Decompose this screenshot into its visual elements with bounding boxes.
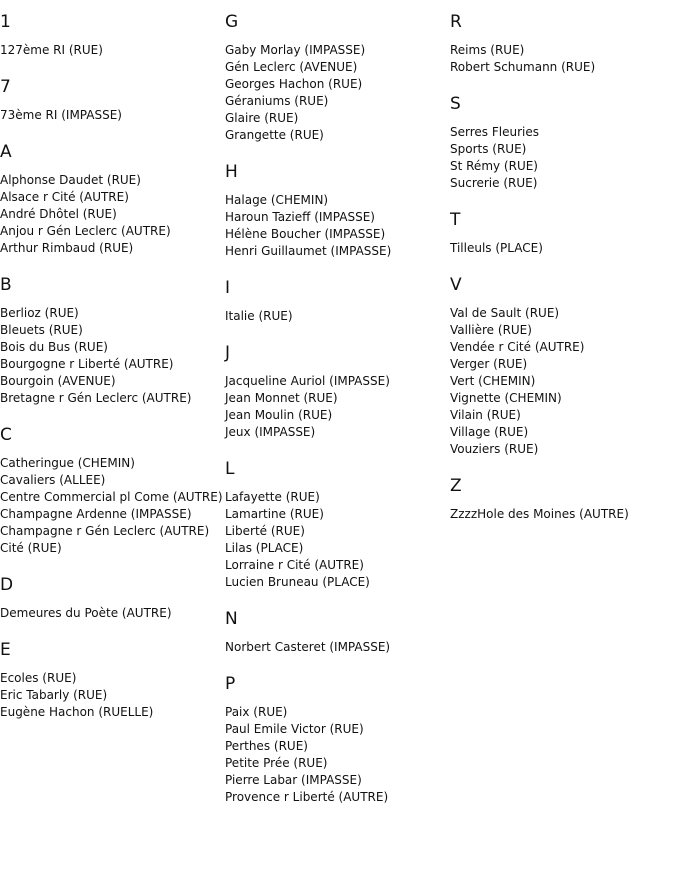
street-link[interactable]: Norbert Casteret (IMPASSE) [225,640,391,654]
street-link[interactable]: Bretagne r Gén Leclerc (AUTRE) [0,391,192,405]
street-link[interactable]: Glaire (RUE) [225,111,299,125]
street-link[interactable]: Sports (RUE) [450,142,527,156]
street-index-column-3 [450,11,675,540]
street-link[interactable]: Tilleuls (PLACE) [450,241,543,255]
street-link[interactable]: Sucrerie (RUE) [450,176,538,190]
street-link[interactable]: Ecoles (RUE) [0,671,77,685]
street-link[interactable]: Bois du Bus (RUE) [0,340,108,354]
street-link[interactable]: Liberté (RUE) [225,524,305,538]
street-link[interactable]: Vendée r Cité (AUTRE) [450,340,585,354]
street-link[interactable]: Bourgoin (AVENUE) [0,374,116,388]
letter-heading: B [0,275,12,295]
street-link[interactable]: 73ème RI (IMPASSE) [0,108,122,122]
street-link[interactable]: Paul Emile Victor (RUE) [225,722,364,736]
letter-heading: A [0,142,12,162]
letter-heading: P [225,674,236,694]
street-link[interactable]: 127ème RI (RUE) [0,43,103,57]
street-link[interactable]: Vert (CHEMIN) [450,374,536,388]
letter-group [0,574,225,622]
street-link[interactable]: Robert Schumann (RUE) [450,60,596,74]
street-link[interactable]: Bleuets (RUE) [0,323,83,337]
street-link[interactable]: Grangette (RUE) [225,128,324,142]
street-link[interactable]: Eugène Hachon (RUELLE) [0,705,154,719]
street-link[interactable]: Pierre Labar (IMPASSE) [225,773,362,787]
street-link[interactable]: Georges Hachon (RUE) [225,77,363,91]
street-link[interactable]: Vouziers (RUE) [450,442,539,456]
street-link[interactable]: Cavaliers (ALLEE) [0,473,106,487]
letter-group [225,458,450,591]
letter-group [0,424,225,557]
street-link[interactable]: Vilain (RUE) [450,408,521,422]
street-link[interactable]: Alphonse Daudet (RUE) [0,173,141,187]
letter-heading: N [225,609,238,629]
letter-heading: 7 [0,77,11,97]
street-link[interactable]: Henri Guillaumet (IMPASSE) [225,244,392,258]
letter-heading: H [225,162,238,182]
street-link[interactable]: Haroun Tazieff (IMPASSE) [225,210,375,224]
street-link[interactable]: Italie (RUE) [225,309,293,323]
street-link[interactable]: Bourgogne r Liberté (AUTRE) [0,357,174,371]
street-link[interactable]: Jeux (IMPASSE) [225,425,316,439]
letter-group [0,11,225,59]
letter-heading: R [450,12,462,32]
street-link[interactable]: Reims (RUE) [450,43,525,57]
letter-group [450,274,675,458]
street-link[interactable]: Cité (RUE) [0,541,62,555]
street-link[interactable]: Provence r Liberté (AUTRE) [225,790,389,804]
street-index-column-1 [0,11,225,738]
street-link[interactable]: Serres Fleuries [450,125,539,139]
street-link[interactable]: St Rémy (RUE) [450,159,538,173]
letter-group [225,277,450,325]
street-link[interactable]: Village (RUE) [450,425,529,439]
street-link[interactable]: Hélène Boucher (IMPASSE) [225,227,386,241]
letter-group [450,209,675,257]
street-link[interactable]: Catheringue (CHEMIN) [0,456,135,470]
street-link[interactable]: Perthes (RUE) [225,739,308,753]
street-link[interactable]: Anjou r Gén Leclerc (AUTRE) [0,224,171,238]
letter-heading: D [0,575,14,595]
street-link[interactable]: Gaby Morlay (IMPASSE) [225,43,366,57]
street-link[interactable]: Lafayette (RUE) [225,490,320,504]
letter-group [0,639,225,721]
letter-group [0,141,225,257]
street-link[interactable]: Vignette (CHEMIN) [450,391,562,405]
street-link[interactable]: Gén Leclerc (AVENUE) [225,60,358,74]
letter-group [225,11,450,144]
letter-heading: Z [450,476,462,496]
street-index-column-2 [225,11,450,823]
street-link[interactable]: Val de Sault (RUE) [450,306,560,320]
letter-group [450,11,675,76]
street-link[interactable]: Alsace r Cité (AUTRE) [0,190,129,204]
street-link[interactable]: Lucien Bruneau (PLACE) [225,575,370,589]
letter-heading: S [450,94,461,114]
letter-heading: G [225,12,239,32]
street-link[interactable]: Paix (RUE) [225,705,288,719]
letter-group [450,475,675,523]
street-link[interactable]: Lamartine (RUE) [225,507,324,521]
letter-group [0,76,225,124]
street-link[interactable]: Arthur Rimbaud (RUE) [0,241,134,255]
letter-group [0,274,225,407]
letter-heading: I [225,278,231,298]
letter-group [225,342,450,441]
street-link[interactable]: Berlioz (RUE) [0,306,79,320]
letter-heading: J [225,343,231,363]
street-link[interactable]: Centre Commercial pl Come (AUTRE) [0,490,223,504]
letter-heading: C [0,425,12,445]
street-link[interactable]: Demeures du Poète (AUTRE) [0,606,172,620]
street-link[interactable]: Champagne r Gén Leclerc (AUTRE) [0,524,210,538]
street-link[interactable]: André Dhôtel (RUE) [0,207,117,221]
letter-group [450,93,675,192]
street-link[interactable]: Verger (RUE) [450,357,528,371]
letter-group [225,608,450,656]
letter-heading: T [450,210,461,230]
letter-heading: E [0,640,11,660]
letter-group [225,673,450,806]
street-link[interactable]: Jacqueline Auriol (IMPASSE) [225,374,390,388]
street-link[interactable]: Vallière (RUE) [450,323,532,337]
street-link[interactable]: ZzzzHole des Moines (AUTRE) [450,507,629,521]
street-link[interactable]: Halage (CHEMIN) [225,193,329,207]
street-link[interactable]: Lilas (PLACE) [225,541,304,555]
street-link[interactable]: Jean Moulin (RUE) [225,408,333,422]
street-link[interactable]: Petite Prée (RUE) [225,756,328,770]
street-link[interactable]: Lorraine r Cité (AUTRE) [225,558,364,572]
street-link[interactable]: Eric Tabarly (RUE) [0,688,108,702]
letter-group [225,161,450,260]
letter-heading: L [225,459,235,479]
letter-heading: 1 [0,12,11,32]
street-link[interactable]: Géraniums (RUE) [225,94,329,108]
letter-heading: V [450,275,462,295]
street-link[interactable]: Jean Monnet (RUE) [225,391,338,405]
street-link[interactable]: Champagne Ardenne (IMPASSE) [0,507,192,521]
